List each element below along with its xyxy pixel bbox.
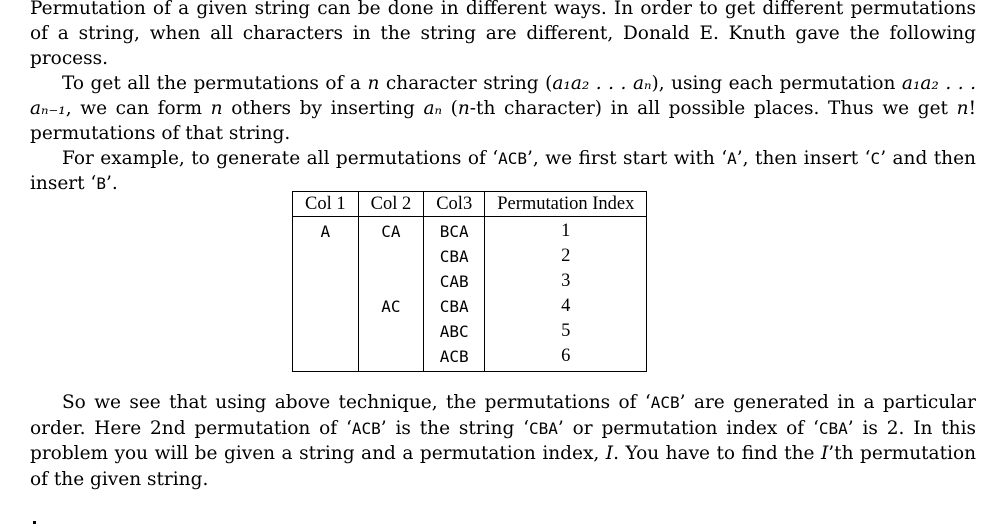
text: . You have to find the [613,443,821,464]
table-cell [358,269,424,294]
math-an: aₙ [423,98,442,119]
text: , we can form [65,98,211,119]
table-cell [358,344,424,372]
text: So we see that using above technique, the permutations of ‘ [62,392,651,413]
math-n: n [956,98,969,119]
paragraph-task [30,390,976,492]
text: ! permutations of that string. [30,98,976,144]
math-n: n [457,98,470,119]
table-row [293,244,647,269]
header-permutation-index: Permutation Index [485,192,647,217]
math-n: n [367,73,380,94]
table-cell: CBA [424,244,485,269]
text: For example, to generate all permutations of ‘ [62,148,499,169]
table-cell: 6 [485,344,647,372]
table-cell: CBA [424,294,485,319]
cut-off-text-fragment [33,521,36,524]
math-sequence: a₁a₂ . . . aₙ [552,73,652,94]
permutation-table [292,191,647,372]
text: ’ is the string ‘ [380,417,530,439]
table-row [293,344,647,372]
text: ’. [105,173,118,194]
table-row [293,319,647,344]
header-col2: Col 2 [358,192,424,217]
table-cell: BCA [424,217,485,245]
table-cell: CA [358,217,424,245]
table-cell [293,319,359,344]
paragraph-example [30,146,976,196]
table-cell: 1 [485,217,647,245]
math-i: I [820,443,829,464]
table-cell: CAB [424,269,485,294]
code-string: A [727,149,737,168]
table-cell: 5 [485,319,647,344]
problem-statement-continued [30,390,976,492]
math-sequence: a₁a₂ . . . aₙ₋₁ [30,73,976,119]
text: ’ and then insert ‘ [30,148,976,194]
table-row [293,294,647,319]
text: ’, we first start with ‘ [527,148,728,169]
table-cell: 4 [485,294,647,319]
header-col1: Col 1 [293,192,359,217]
problem-statement [30,0,976,196]
table-cell [293,294,359,319]
text: others by inserting [222,98,424,119]
code-string: B [96,174,106,193]
table-cell [293,344,359,372]
text: ( [442,98,458,119]
table-cell: ABC [424,319,485,344]
paragraph-knuth-process [30,71,976,146]
text: ’ are generated in a particular order. Here 2nd permutation of ‘ [30,392,976,439]
code-string: ACB [498,149,528,168]
table-cell [293,244,359,269]
text: ’ is 2. In this problem you will be given a string and a permutation index, [30,417,977,464]
table-row [293,269,647,294]
math-n: n [210,98,223,119]
table-row [293,217,647,245]
code-string: CBA [529,418,558,438]
text: ), using each permutation [651,73,902,94]
code-string: ACB [351,418,381,438]
code-string: ACB [650,393,680,412]
table-cell [358,244,424,269]
table-cell: AC [358,294,424,319]
text: character string ( [379,73,553,94]
table-cell: A [293,217,359,245]
text: To get all the permutations of a [62,73,368,94]
text: ’ or permutation index of ‘ [557,417,819,439]
table-cell [358,319,424,344]
text: ’, then insert ‘ [736,148,871,169]
table-cell [293,269,359,294]
paragraph-intro: Permutation of a given string can be done in different ways. In order to get different permutations of a string, when all characters in the string are different, Donald E. Knuth gave the following process. [30,0,976,69]
table-cell: 3 [485,269,647,294]
text: ’th permutation of the given string. [30,443,976,490]
text: -th character) in all possible places. Thus we get [469,98,957,119]
code-string: C [870,149,881,168]
header-col3: Col3 [424,192,485,217]
table-header-row [293,192,647,217]
permutation-table-wrapper [292,191,647,372]
code-string: CBA [818,418,848,438]
math-i: I [605,443,614,464]
table-cell: ACB [424,344,485,372]
table-cell: 2 [485,244,647,269]
